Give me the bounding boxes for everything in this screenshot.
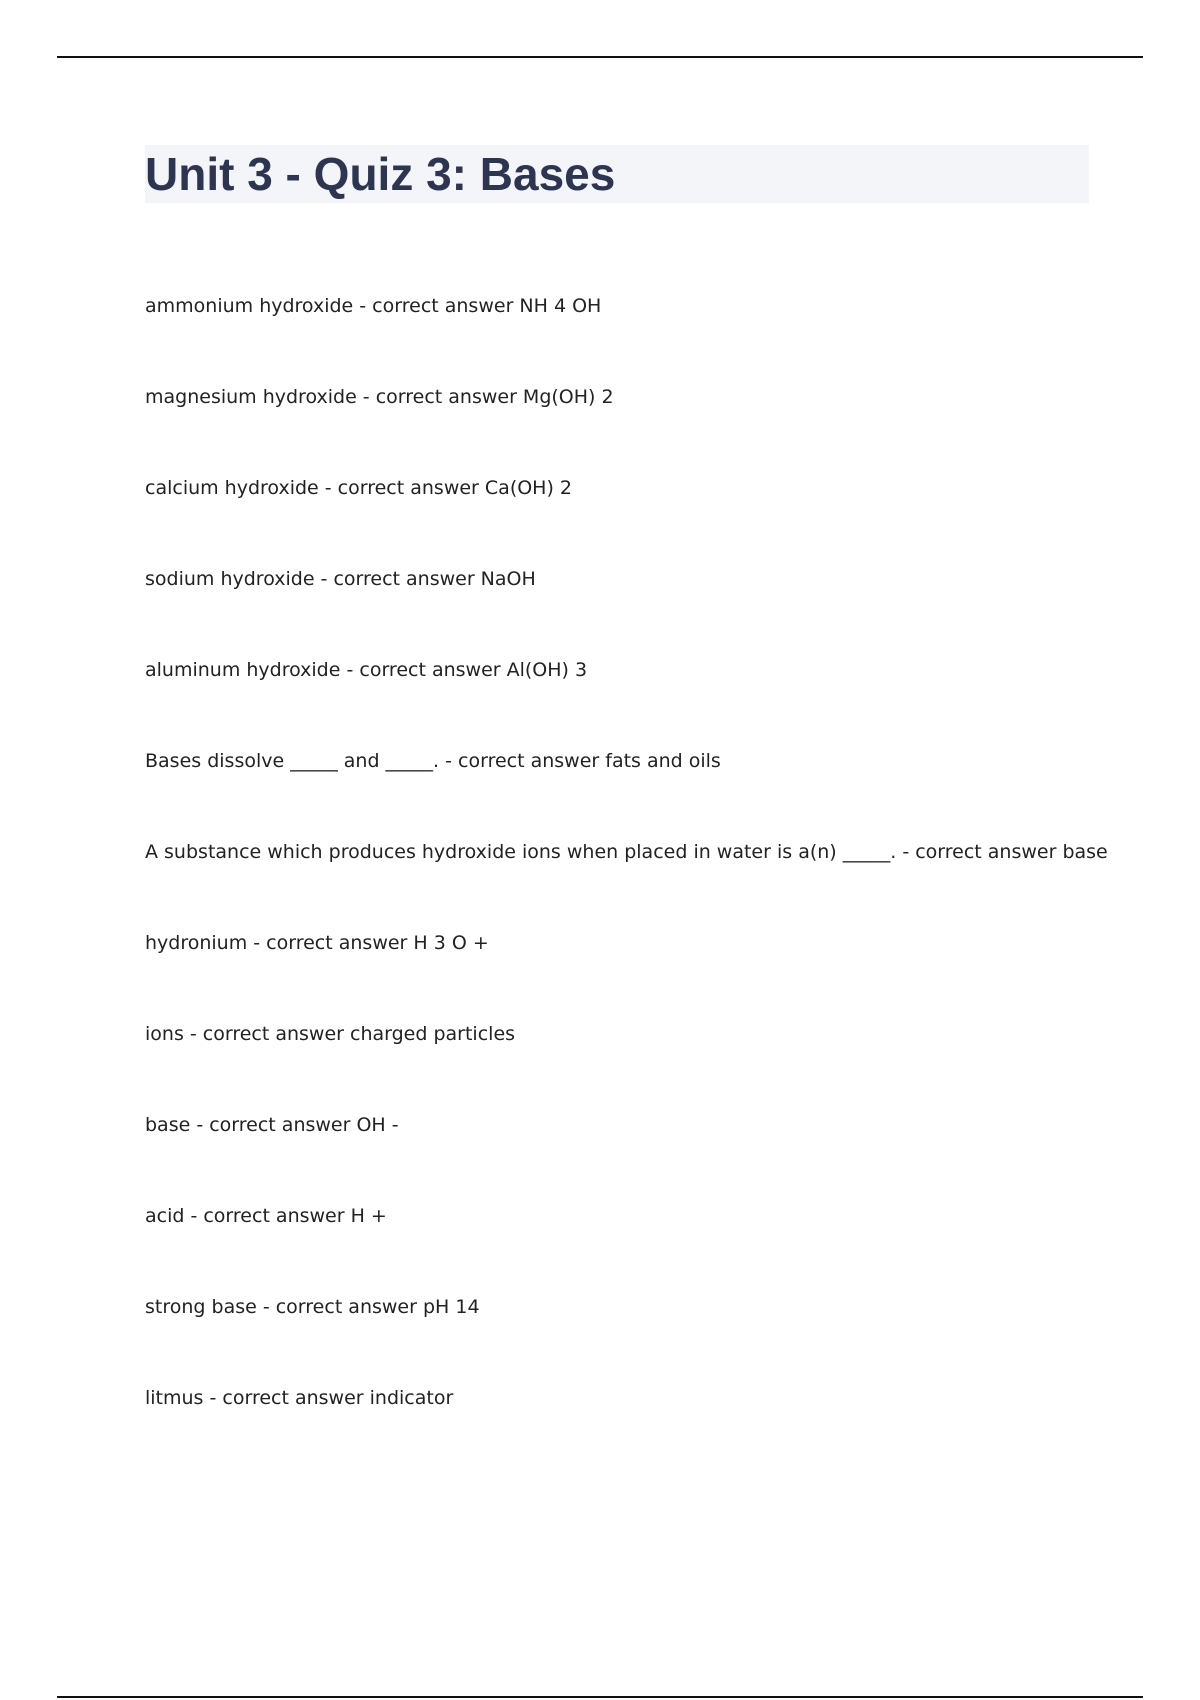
qa-item-calcium-hydroxide: calcium hydroxide - correct answer Ca(OH) 2 <box>145 477 573 499</box>
qa-item-hydronium: hydronium - correct answer H 3 O + <box>145 932 489 954</box>
qa-item-aluminum-hydroxide: aluminum hydroxide - correct answer Al(OH) 3 <box>145 659 588 681</box>
qa-item-acid: acid - correct answer H + <box>145 1205 387 1227</box>
qa-item-hydroxide-ions-substance: A substance which produces hydroxide ions when placed in water is a(n) _____. - correct answer base <box>145 841 1108 863</box>
qa-item-magnesium-hydroxide: magnesium hydroxide - correct answer Mg(OH) 2 <box>145 386 614 408</box>
top-rule <box>57 56 1143 58</box>
qa-item-base: base - correct answer OH - <box>145 1114 399 1136</box>
page-title: Unit 3 - Quiz 3: Bases <box>145 148 616 200</box>
qa-item-strong-base: strong base - correct answer pH 14 <box>145 1296 480 1318</box>
qa-item-ions: ions - correct answer charged particles <box>145 1023 516 1045</box>
qa-item-ammonium-hydroxide: ammonium hydroxide - correct answer NH 4 OH <box>145 295 602 317</box>
qa-item-litmus: litmus - correct answer indicator <box>145 1387 454 1409</box>
qa-item-bases-dissolve: Bases dissolve _____ and _____. - correct answer fats and oils <box>145 750 721 772</box>
qa-item-sodium-hydroxide: sodium hydroxide - correct answer NaOH <box>145 568 536 590</box>
bottom-rule <box>57 1696 1143 1698</box>
